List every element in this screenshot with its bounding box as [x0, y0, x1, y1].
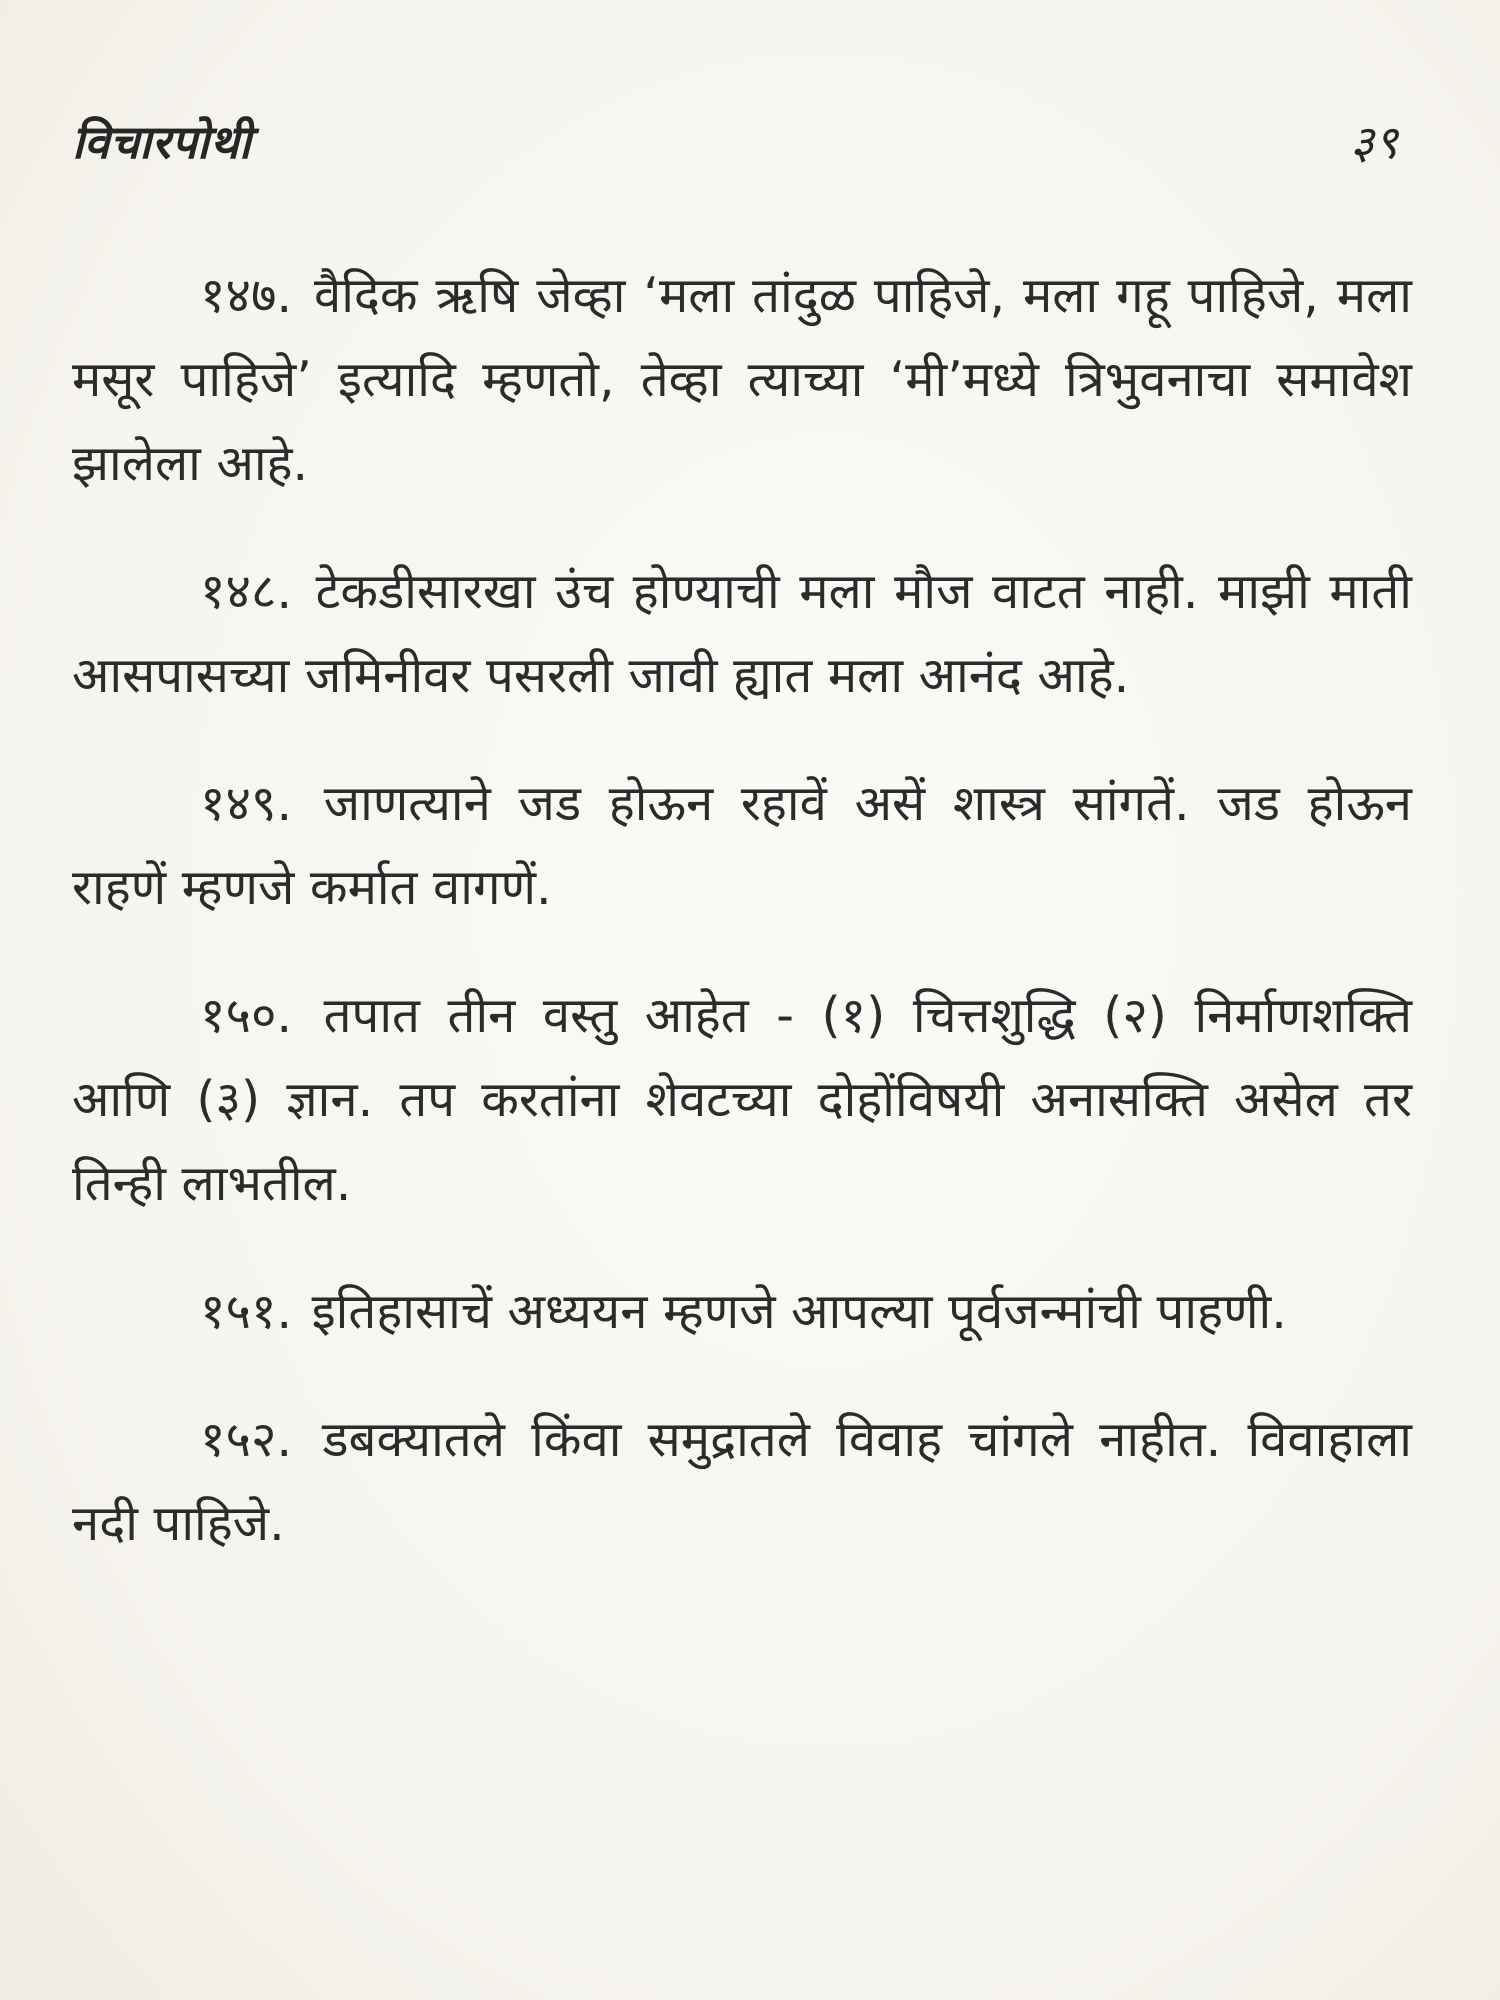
entry-number: १५१.	[200, 1283, 293, 1340]
entry-text: वैदिक ऋषि जेव्हा ‘मला तांदुळ पाहिजे, मला गहू पाहिजे, मला मसूर पाहिजे’ इत्यादि म्हणतो, तेव्हा त्याच्या ‘मी’मध्ये त्रिभुवनाचा समावेश झालेला आहे.	[72, 267, 1412, 492]
entry-150	[72, 974, 1412, 1226]
entry-149	[72, 762, 1412, 930]
entries-body	[72, 254, 1412, 1566]
entry-151	[72, 1270, 1412, 1354]
entry-152	[72, 1398, 1412, 1566]
entry-148	[72, 550, 1412, 718]
page-number: ३९	[1350, 115, 1398, 169]
entry-147	[72, 254, 1412, 506]
entry-text: तपात तीन वस्तु आहेत - (१) चित्तशुद्धि (२) निर्माणशक्ति आणि (३) ज्ञान. तप करतांना शेवटच्या दोहोंविषयी अनासक्ति असेल तर तिन्ही लाभतील.	[72, 987, 1412, 1212]
running-header	[72, 110, 1412, 190]
entry-text: टेकडीसारखा उंच होण्याची मला मौज वाटत नाही. माझी माती आसपासच्या जमिनीवर पसरली जावी ह्यात मला आनंद आहे.	[72, 563, 1412, 704]
entry-number: १४९.	[200, 775, 293, 832]
running-title: विचारपोथी	[72, 115, 252, 169]
entry-text: इतिहासाचें अध्ययन म्हणजे आपल्या पूर्वजन्मांची पाहणी.	[311, 1283, 1287, 1340]
entry-text: डबक्यातले किंवा समुद्रातले विवाह चांगले नाहीत. विवाहाला नदी पाहिजे.	[72, 1411, 1412, 1552]
entry-number: १४७.	[200, 267, 293, 324]
entry-text: जाणत्याने जड होऊन रहावें असें शास्त्र सांगतें. जड होऊन राहणें म्हणजे कर्मात वागणें.	[72, 775, 1412, 916]
entry-number: १५०.	[200, 987, 293, 1044]
entry-number: १५२.	[200, 1411, 293, 1468]
entry-number: १४८.	[200, 563, 293, 620]
